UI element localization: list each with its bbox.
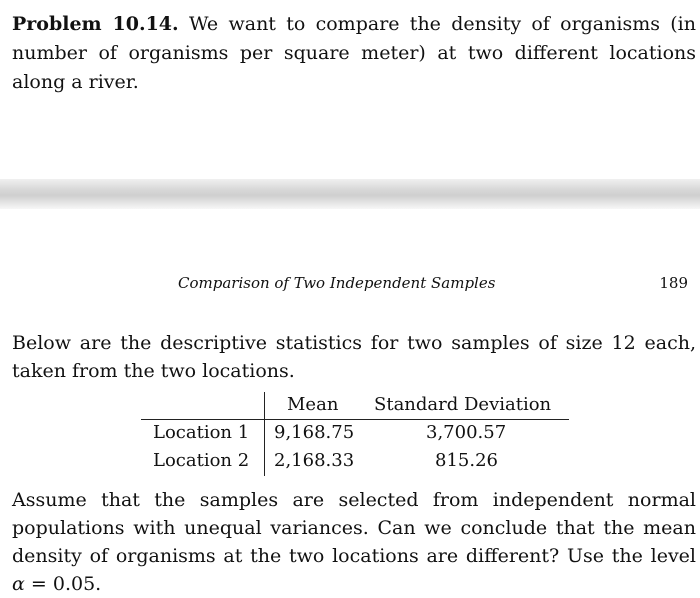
header-standard-deviation: Standard Deviation — [374, 394, 552, 415]
header-mean: Mean — [287, 394, 339, 415]
page-number: 189 — [659, 274, 688, 292]
running-head-title: Comparison of Two Independent Samples — [178, 274, 496, 292]
table-horizontal-rule — [141, 419, 569, 420]
row-sd: 3,700.57 — [426, 422, 507, 443]
row-sd: 815.26 — [435, 450, 498, 471]
question-text: Assume that the samples are selected from independent normal populations with unequal variances. Can we conclude that the mean density of organisms at the two locations are different? Use the level — [12, 489, 696, 567]
descriptive-stats-table — [141, 392, 569, 476]
page-divider — [0, 179, 700, 209]
problem-label: Problem 10.14. — [12, 13, 179, 35]
problem-statement — [12, 10, 696, 97]
table-vertical-rule — [264, 392, 265, 476]
row-label: Location 2 — [153, 450, 250, 471]
row-label: Location 1 — [153, 422, 250, 443]
alpha-symbol: α — [12, 573, 25, 595]
row-mean: 2,168.33 — [274, 450, 355, 471]
alpha-value: = 0.05. — [30, 573, 102, 595]
problem-text: We want to compare the density of organisms (in number of organisms per square meter) at two different locations along a river. — [12, 13, 696, 93]
intro-paragraph: Below are the descriptive statistics for two samples of size 12 each, taken from the two locations. — [12, 332, 696, 382]
question-paragraph — [12, 486, 696, 598]
row-mean: 9,168.75 — [274, 422, 355, 443]
